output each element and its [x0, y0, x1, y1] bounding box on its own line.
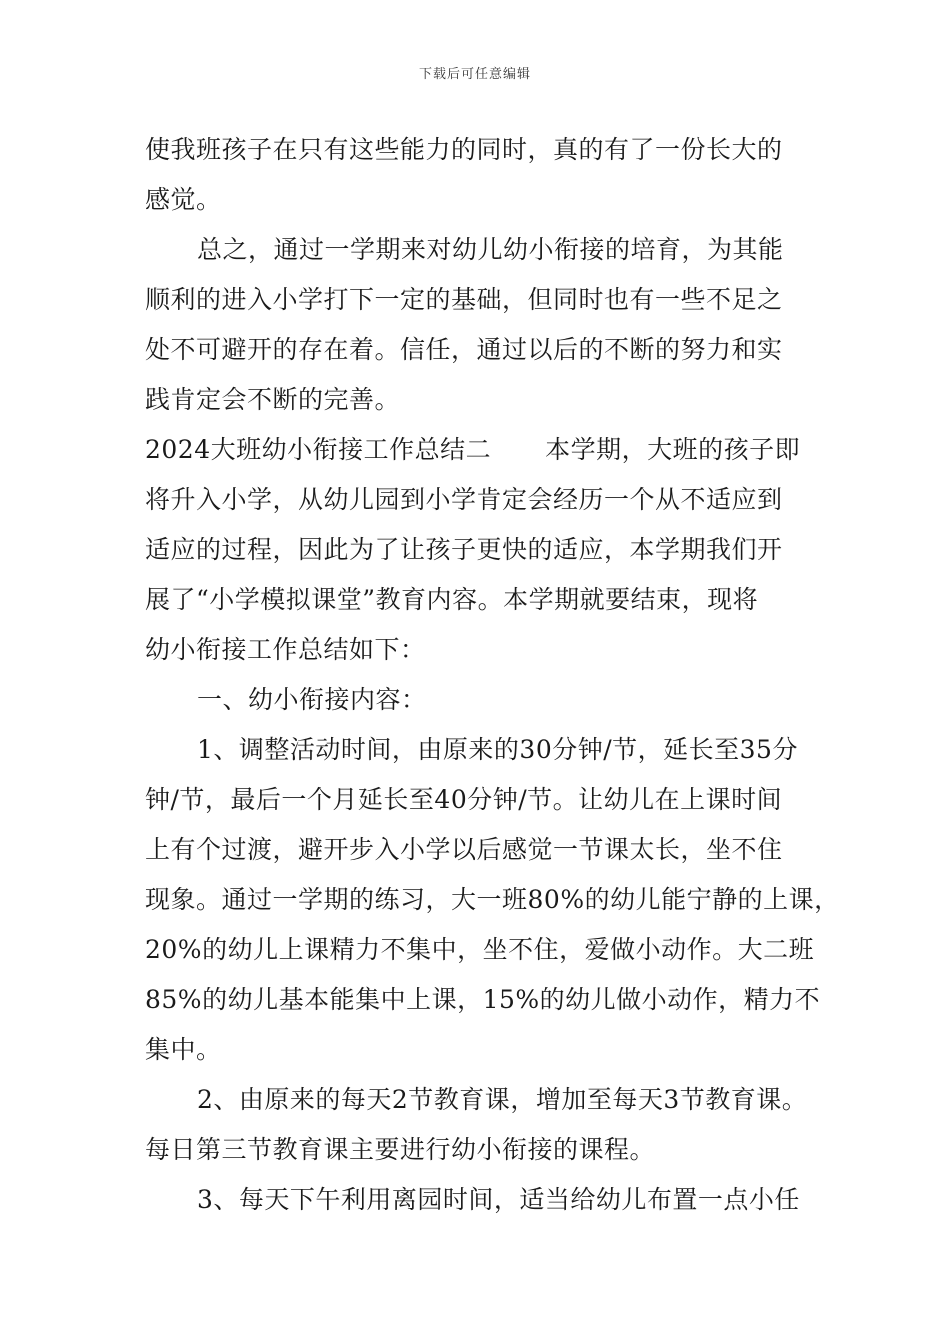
paragraph-line: 使我班孩子在只有这些能力的同时，真的有了一份长大的	[145, 135, 783, 164]
section-title: 2024大班幼小衔接工作总结二	[145, 435, 492, 464]
paragraph-line: 将升入小学，从幼儿园到小学肯定会经历一个从不适应到	[145, 485, 783, 514]
paragraph-line: 总之，通过一学期来对幼儿幼小衔接的培育，为其能	[197, 235, 784, 264]
paragraph-line: 3、每天下午利用离园时间，适当给幼儿布置一点小任	[197, 1185, 800, 1214]
paragraph-line: 85%的幼儿基本能集中上课，15%的幼儿做小动作，精力不	[145, 985, 821, 1014]
subheading-line: 一、幼小衔接内容：	[197, 685, 427, 714]
paragraph-line: 幼小衔接工作总结如下：	[145, 635, 426, 664]
paragraph-line: 上有个过渡，避开步入小学以后感觉一节课太长，坐不住	[145, 835, 783, 864]
paragraph-line: 践肯定会不断的完善。	[145, 385, 401, 414]
section-title-line	[145, 425, 835, 475]
paragraph-line: 适应的过程，因此为了让孩子更快的适应，本学期我们开	[145, 535, 783, 564]
paragraph-line: 感觉。	[145, 185, 222, 214]
page-header-note: 下载后可任意编辑	[418, 67, 531, 82]
paragraph-line: 处不可避开的存在着。信任，通过以后的不断的努力和实	[145, 335, 783, 364]
paragraph-line: 1、调整活动时间，由原来的30分钟/节，延长至35分	[197, 735, 798, 764]
paragraph-line: 2、由原来的每天2节教育课，增加至每天3节教育课。	[197, 1085, 808, 1114]
paragraph-line: 展了“小学模拟课堂”教育内容。本学期就要结束，现将	[145, 585, 759, 614]
paragraph-line: 顺利的进入小学打下一定的基础，但同时也有一些不足之	[145, 285, 783, 314]
paragraph-line: 每日第三节教育课主要进行幼小衔接的课程。	[145, 1135, 656, 1164]
paragraph-line: 20%的幼儿上课精力不集中，坐不住，爱做小动作。大二班	[145, 935, 815, 964]
document-body	[145, 125, 840, 1225]
section-intro-text: 本学期，大班的孩子即	[545, 435, 801, 464]
paragraph-line: 集中。	[145, 1035, 222, 1064]
paragraph-line: 钟/节，最后一个月延长至40分钟/节。让幼儿在上课时间	[145, 785, 783, 814]
paragraph-line: 现象。通过一学期的练习，大一班80%的幼儿能宁静的上课，	[145, 885, 840, 914]
